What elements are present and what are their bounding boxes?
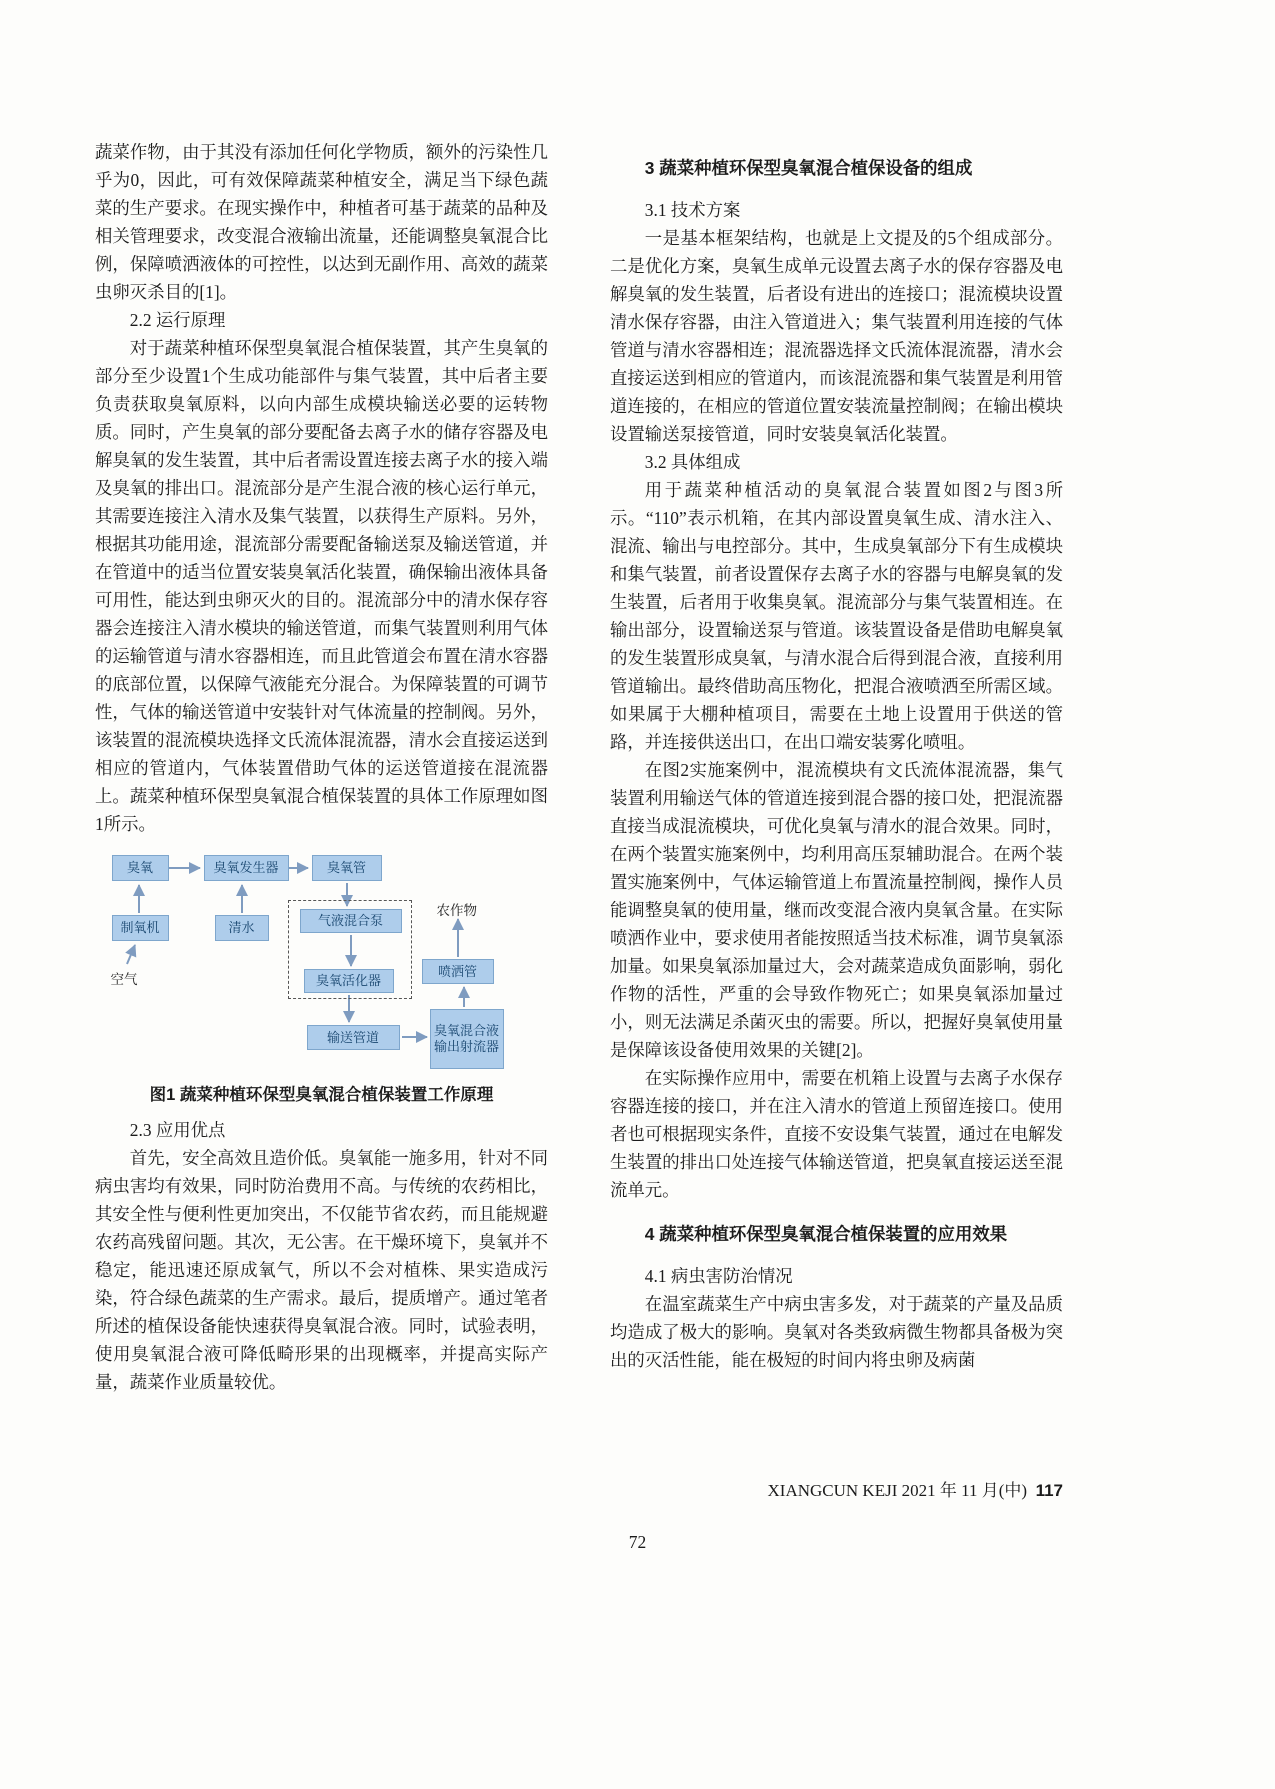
paragraph-4-1: 在温室蔬菜生产中病虫害多发，对于蔬菜的产量及品质均造成了极大的影响。臭氧对各类致病微生物都具备极为突出的灭活性能，能在极短的时间内将虫卵及病菌 [610,1294,1063,1370]
paragraph-2-3: 首先，安全高效且造价低。臭氧能一施多用，针对不同病虫害均有效果，同时防治费用不高。与传统的农药相比，其安全性与便利性更加突出，不仅能节省农药，而且能规避农药高残留问题。其次，无公害。在干燥环境下，臭氧并不稳定，能迅速还原成氧气，所以不会对植株、果实造成污染，符合绿色蔬菜的生产需求。最后，提质增产。通过笔者所述的植保设备能快速获得臭氧混合液。同时，试验表明，使用臭氧混合液可降低畸形果的出现概率，并提高实际产量，蔬菜作业质量较优。 [95,1148,548,1392]
paragraph-3-2a: 用于蔬菜种植活动的臭氧混合装置如图2与图3所示。“110”表示机箱，在其内部设置臭氧生成、清水注入、混流、输出与电控部分。其中，生成臭氧部分下有生成模块和集气装置，前者设置保存去离子水的容器与电解臭氧的发生装置，后者用于收集臭氧。混流部分与集气装置相连。在输出部分，设置输送泵与管道。该装置设备是借助电解臭氧的发生装置形成臭氧，与清水混合后得到混合液，直接利用管道输出。最终借助高压物化，把混合液喷洒至所需区域。如果属于大棚种植项目，需要在土地上设置用于供送的管路，并连接供送出口，在出口端安装雾化喷咀。 [610,480,1063,752]
node-ozone: 臭氧 [112,855,169,881]
node-ozone-mix-jet: 臭氧混合液输出射流器 [430,1009,504,1069]
paragraph-2-2: 对于蔬菜种植环保型臭氧混合植保装置，其产生臭氧的部分至少设置1个生成功能部件与集气装置，其中后者主要负责获取臭氧原料，以向内部生成模块输送必要的运转物质。同时，产生臭氧的部分要配备去离子水的储存容器及电解臭氧的发生装置，其中后者需设置连接去离子水的接入端及臭氧的排出口。混流部分是产生混合液的核心运行单元，其需要连接注入清水及集气装置，以获得生产原料。另外，根据其功能用途，混流部分需要配备输送泵及输送管道，并在管道中的适当位置安装臭氧活化装置，确保输出液体具备可用性，能达到虫卵灭火的目的。混流部分中的清水保存容器会连接注入清水模块的输送管道，而集气装置则利用气体的运输管道与清水容器相连，而且此管道会布置在清水容器的底部位置，以保障气液能充分混合。为保障装置的可调节性，气体的输送管道中安装针对气体流量的控制阀。另外，该装置的混流模块选择文氏流体混流器，清水会直接运送到相应的管道内，气体装置借助气体的运送管道接在混流器上。蔬菜种植环保型臭氧混合植保装置的具体工作原理如图1所示。 [95,338,548,834]
node-ozone-pipe: 臭氧管 [312,855,382,881]
label-air: 空气 [110,972,138,987]
journal-footer-text: XIANGCUN KEJI 2021 年 11 月(中) [767,1481,1028,1500]
heading-2-2: 2.2 运行原理 [129,310,226,330]
journal-footer [612,1478,1063,1504]
page-number: 72 [628,1532,647,1552]
heading-4-1: 4.1 病虫害防治情况 [644,1266,793,1286]
figure-1 [95,852,548,1108]
node-ozone-activator: 臭氧活化器 [304,969,394,993]
right-column [610,138,1063,1396]
heading-4: 4 蔬菜种植环保型臭氧混合植保装置的应用效果 [644,1224,1008,1244]
paragraph-3-2c: 在实际操作应用中，需要在机箱上设置与去离子水保存容器连接的接口，并在注入清水的管道上预留连接口。使用者也可根据现实条件，直接不安设集气装置，通过在电解发生装置的排出口处连接气体输送管道，把臭氧直接运送至混流单元。 [610,1068,1063,1200]
node-spray-pipe: 喷洒管 [422,959,494,984]
left-column [95,138,548,1396]
node-gas-liquid-pump: 气液混合泵 [300,909,402,933]
node-oxygen-maker: 制氧机 [112,915,169,941]
heading-3: 3 蔬菜种植环保型臭氧混合植保设备的组成 [644,158,973,178]
node-clear-water: 清水 [215,915,269,941]
node-ozone-generator: 臭氧发生器 [204,855,289,881]
page-content [95,138,1063,1396]
journal-footer-page-ref: 117 [1035,1481,1063,1500]
node-transport-pipe: 输送管道 [307,1025,400,1050]
paragraph-3-1: 一是基本框架结构，也就是上文提及的5个组成部分。二是优化方案，臭氧生成单元设置去离子水的保存容器及电解臭氧的发生装置，后者设有进出的连接口；混流模块设置清水保存容器，由注入管道进入；集气装置利用连接的气体管道与清水容器相连；混流器选择文氏流体混流器，清水会直接运送到相应的管道内，而该混流器和集气装置是利用管道连接的，在相应的管道位置安装流量控制阀；在输出模块设置输送泵接管道，同时安装臭氧活化装置。 [610,228,1063,444]
figure-1-caption: 图1 蔬菜种植环保型臭氧混合植保装置工作原理 [149,1086,494,1104]
paragraph-3-2b: 在图2实施案例中，混流模块有文氏流体混流器，集气装置利用输送气体的管道连接到混合器的接口处，把混流器直接当成混流模块，可优化臭氧与清水的混合效果。同时，在两个装置实施案例中，均利用高压泵辅助混合。在两个装置实施案例中，气体运输管道上布置流量控制阀，操作人员能调整臭氧的使用量，继而改变混合液内臭氧含量。在实际喷洒作业中，要求使用者能按照适当技术标准，调节臭氧添加量。如果臭氧添加量过大，会对蔬菜造成负面影响，弱化作物的活性，严重的会导致作物死亡；如果臭氧添加量过小，则无法满足杀菌灭虫的需要。所以，把握好臭氧使用量是保障该设备使用效果的关键[2]。 [610,760,1063,1060]
figure-1-diagram [107,852,537,1074]
heading-2-3: 2.3 应用优点 [129,1120,226,1140]
heading-3-1: 3.1 技术方案 [644,200,741,220]
label-crops: 农作物 [436,903,477,918]
heading-3-2: 3.2 具体组成 [644,452,741,472]
paragraph-intro-continuation: 蔬菜作物，由于其没有添加任何化学物质，额外的污染性几乎为0，因此，可有效保障蔬菜种植安全，满足当下绿色蔬菜的生产要求。在现实操作中，种植者可基于蔬菜的品种及相关管理要求，改变混合液输出流量，还能调整臭氧混合比例，保障喷洒液体的可控性，以达到无副作用、高效的蔬菜虫卵灭杀目的[1]。 [95,142,548,302]
